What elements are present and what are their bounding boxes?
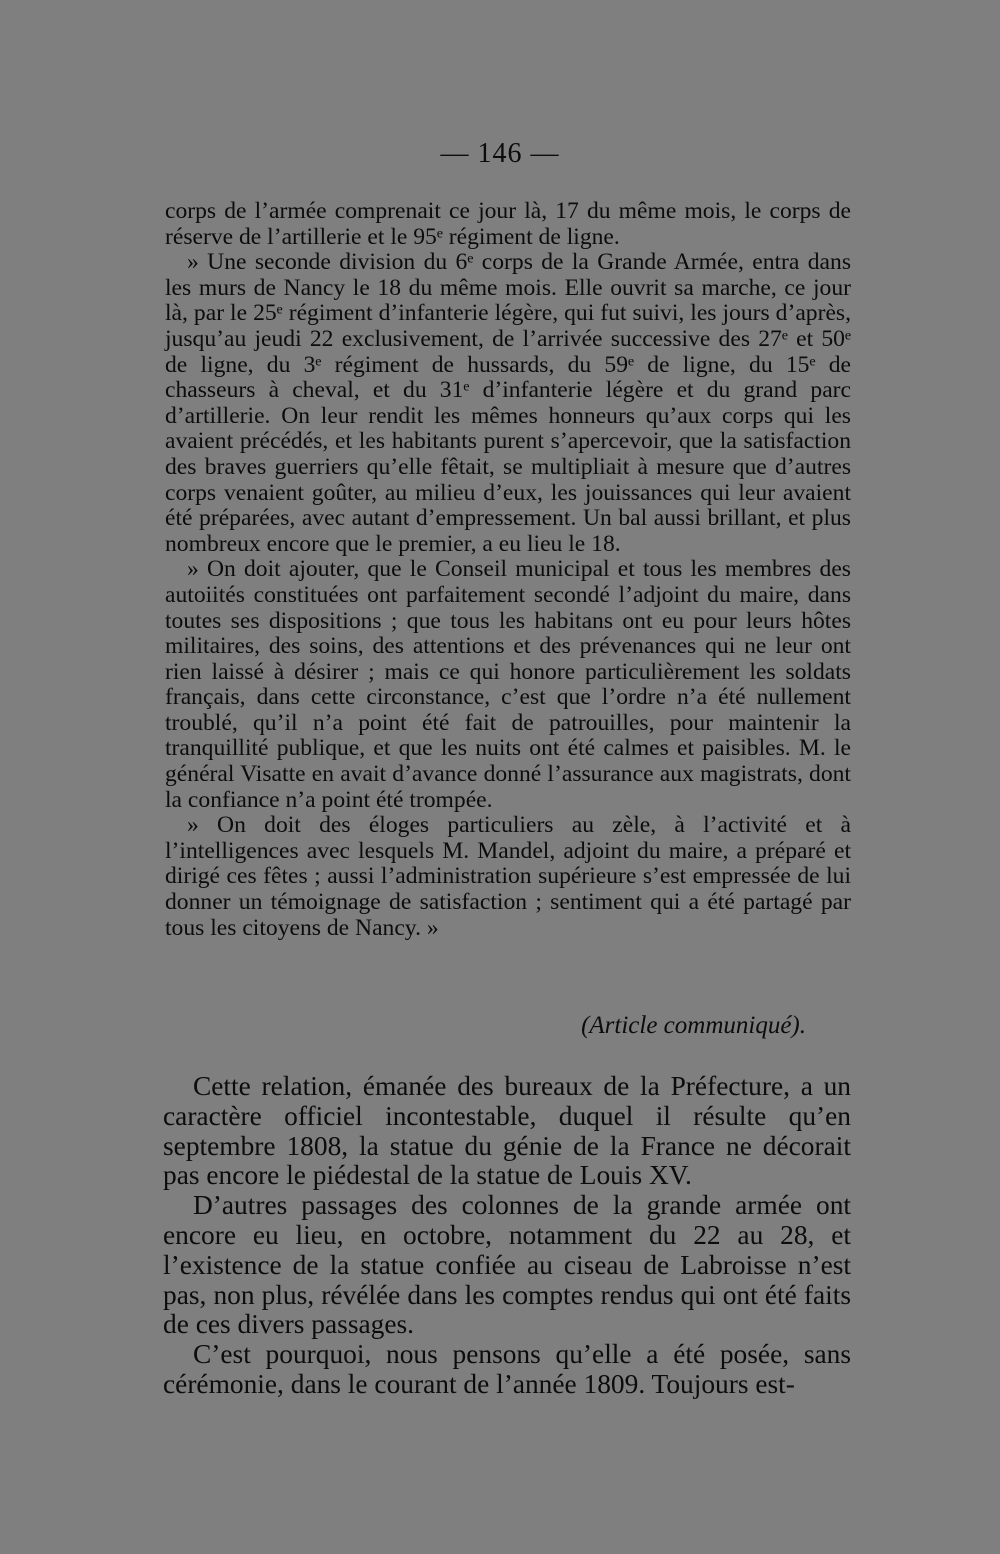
main-text: [163, 1072, 851, 1400]
body-paragraph-2: D’autres passages des colonnes de la grande armée ont encore eu lieu, en octobre, notamment du 22 au 28, et l’existence de la statue confiée au ciseau de Labroisse n’est pas, non plus, révélée dans les comptes rendus qui ont été faits de ces divers passages.: [163, 1190, 851, 1340]
quote-paragraph-3: » On doit ajouter, que le Conseil municipal et tous les membres des autoiités constituées ont parfaitement secondé l’adjoint du maire, dans toutes ses dispositions ; que tous les habitans ont eu pour leurs hôtes militaires, des soins, des attentions et des prévenances qui ne leur ont rien laissé à désirer ; mais ce qui honore particulièrement les soldats français, dans cette circonstance, c’est que l’ordre n’a été nullement troublé, qu’il n’a point été fait de patrouilles, pour maintenir la tranquillité publique, et que les nuits ont été calmes et paisibles. M. le général Visatte en avait d’avance donné l’assurance aux magistrats, dont la confiance n’a point été trompée.: [165, 556, 851, 813]
quote-paragraph-4: » On doit des éloges particuliers au zèle, à l’activité et à l’intelligences avec lesquels M. Mandel, adjoint du maire, a préparé et dirigé ces fêtes ; aussi l’administration supérieure s’est empressée de lui donner un témoignage de satisfaction ; sentiment qui a été partagé par tous les citoyens de Nancy. »: [165, 812, 851, 941]
quote-paragraph-1: corps de l’armée comprenait ce jour là, 17 du même mois, le corps de réserve de l’artillerie et le 95ᵉ régiment de ligne.: [165, 198, 851, 250]
body-paragraph-1: Cette relation, émanée des bureaux de la Préfecture, a un caractère officiel incontestable, duquel il résulte qu’en septembre 1808, la statue du génie de la France ne décorait pas encore le piédestal de la statue de Louis XV.: [163, 1071, 851, 1191]
page-number: — 146 —: [440, 138, 560, 169]
article-attribution: (Article communiqué).: [581, 1012, 806, 1039]
quote-paragraph-2: » Une seconde division du 6ᵉ corps de la Grande Armée, entra dans les murs de Nancy le 18 du même mois. Elle ouvrit sa marche, ce jour là, par le 25ᵉ régiment d’infanterie légère, qui fut suivi, les jours d’après, jusqu’au jeudi 22 exclusivement, de l’arrivée successive des 27ᵉ et 50ᵉ de ligne, du 3ᵉ régiment de hussards, du 59ᵉ de ligne, du 15ᵉ de chasseurs à cheval, et du 31ᵉ d’infanterie légère et du grand parc d’artillerie. On leur rendit les mêmes honneurs qu’aux corps qui les avaient précédés, et les habitants purent s’apercevoir, que la satisfaction des braves guerriers qu’elle fêtait, se multipliait à mesure que d’autres corps venaient goûter, au milieu d’eux, les jouissances qui leur avaient été préparées, avec autant d’empressement. Un bal aussi brillant, et plus nombreux encore que le premier, a eu lieu le 18.: [165, 249, 851, 557]
body-paragraph-3: C’est pourquoi, nous pensons qu’elle a été posée, sans cérémonie, dans le courant de l’année 1809. Toujours est-: [163, 1339, 851, 1399]
quoted-article: [165, 199, 851, 941]
